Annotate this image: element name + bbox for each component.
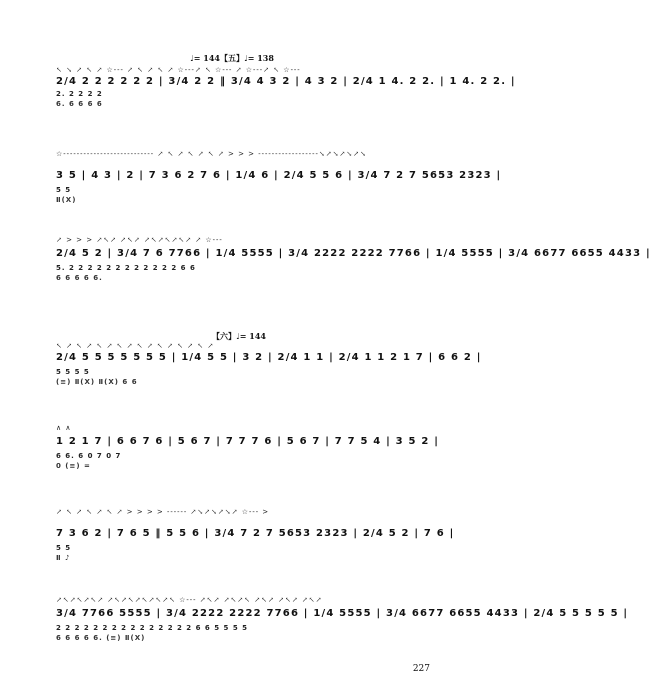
accompaniment-line-2: 6 6 6 6 6. (≡) Ⅱ(X) [56, 634, 146, 642]
accompaniment-line-2: 0 (≡) = [56, 462, 91, 470]
score-system-2 [56, 150, 502, 206]
melody-line: 2/4 5 2 | 3/4 7 6 7766 | 1/4 5555 | 3/4 2222 2222 7766 | 1/4 5555 | 3/4 6677 6655 4433 | [56, 248, 651, 259]
score-system-5 [56, 424, 440, 480]
melody-line: 2/4 5 5 5 5 5 5 5 | 1/4 5 5 | 3 2 | 2/4 1 1 | 2/4 1 1 2 1 7 | 6 6 2 | [56, 352, 482, 363]
bowing-marks: ∧ ∧ [56, 424, 72, 432]
page-number: 227 [412, 664, 430, 674]
accompaniment-line: 6 6. 6 0 7 0 7 [56, 452, 122, 460]
accompaniment-line: 5. 2 2 2 2 2 2 2 2 2 2 2 2 6 6 [56, 264, 196, 272]
score-system-7 [56, 596, 629, 656]
accompaniment-line-2: (≡) Ⅱ(X) Ⅱ(X) 6 6 [56, 378, 138, 386]
accompaniment-line-2: Ⅱ(X) [56, 196, 77, 204]
tempo-mark-section-6: 【六】♩= 144 [212, 331, 266, 341]
score-system-6 [56, 508, 455, 568]
score-system-4 [56, 342, 482, 398]
bowing-marks: ↗ > > > ↗↖↗ ↗↖↗ ↗↖↗↖↗↖↗ ↗ ☆--- [56, 236, 223, 244]
bowing-marks: ↖ ↗ ↖ ↗ ↖ ↗ ↖ ↗ ↖ ↗ ↖ ↗ ↖ ↗ ↖ ↗ [56, 342, 215, 350]
melody-line: 3 5 | 4 3 | 2 | 7 3 6 2 7 6 | 1/4 6 | 2/4 5 5 6 | 3/4 7 2 7 5653 2323 | [56, 170, 502, 181]
accompaniment-line: 2 2 2 2 2 2 2 2 2 2 2 2 2 2 2 6 6 5 5 5 5 [56, 624, 249, 632]
bowing-marks: ↖ ↘ ↗ ↖ ↗ ☆--- ↗ ↖ ↗ ↖ ↗ ☆---↗ ↖ ☆--- ↗ ☆---↗ ↖ ☆--- [56, 66, 301, 74]
accompaniment-line: 5 5 [56, 186, 72, 194]
bowing-marks: ↗ ↖ ↗ ↖ ↗ ↖ ↗ > > > > ------ ↗↘↗↘↗↘↗ ☆--- > [56, 508, 270, 516]
melody-line: 1 2 1 7 | 6 6 7 6 | 5 6 7 | 7 7 7 6 | 5 6 7 | 7 7 5 4 | 3 5 2 | [56, 436, 440, 447]
accompaniment-line-2: 6. 6 6 6 6 [56, 100, 103, 108]
score-system-3 [56, 236, 651, 292]
tempo-mark-section-5: ♩= 144【五】♩= 138 [190, 53, 274, 63]
accompaniment-line: 5 5 5 5 [56, 368, 90, 376]
melody-line: 3/4 7766 5555 | 3/4 2222 2222 7766 | 1/4 5555 | 3/4 6677 6655 4433 | 2/4 5 5 5 5 5 | [56, 608, 629, 619]
melody-line: 7 3 6 2 | 7 6 5 ‖ 5 5 6 | 3/4 7 2 7 5653 2323 | 2/4 5 2 | 7 6 | [56, 528, 455, 539]
bowing-marks: ☆--------------------------- ↗ ↖ ↗ ↖ ↗ ↖ ↗ > > > ------------------↘↗↘↗↘↗↘ [56, 150, 367, 158]
melody-line: 2/4 2 2 2 2 2 2 | 3/4 2 2 ‖ 3/4 4 3 2 | 4 3 2 | 2/4 1 4. 2 2. | 1 4. 2 2. | [56, 76, 516, 87]
accompaniment-line: 2. 2 2 2 2 [56, 90, 103, 98]
score-system-1 [56, 66, 516, 122]
accompaniment-line-2: 6 6 6 6 6. [56, 274, 103, 282]
bowing-marks: ↗↖↗↖↗↖↗ ↗↖↗↖↗↖↗↖↗↖ ☆--- ↗↖↗ ↗↖↗↖ ↗↖↗ ↗↖↗ ↗↖↗ [56, 596, 323, 604]
accompaniment-line: 5 5 [56, 544, 72, 552]
accompaniment-line-2: Ⅱ ♪ [56, 554, 71, 562]
